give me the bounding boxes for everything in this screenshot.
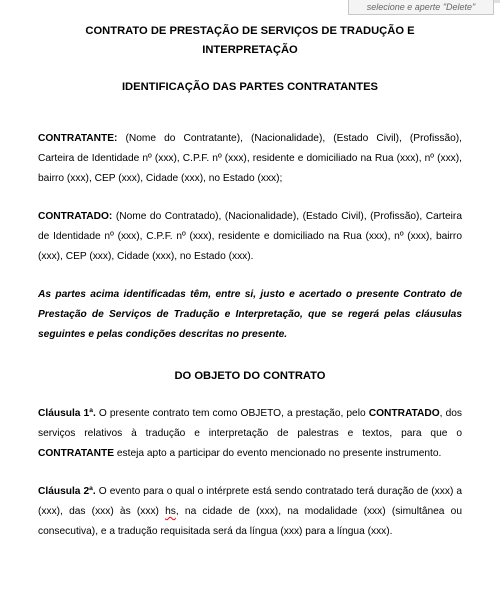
- hint-tooltip: selecione e aperte "Delete": [348, 0, 494, 15]
- contratante-label: CONTRATANTE:: [38, 133, 118, 144]
- contratado-paragraph[interactable]: [38, 207, 462, 267]
- contratado-text: (Nome do Contratado), (Nacionalidade), (Estado Civil), (Profissão), Carteira de Identidade nº (xxx), C.P.F. nº (xxx), residente e domiciliado na Rua (xxx), nº (xxx), bairro (xxx), CEP (xxx), Cidade (xxx), no Estado (xxx).: [38, 211, 462, 262]
- object-heading: DO OBJETO DO CONTRATO: [174, 370, 326, 382]
- clause-1-contratante: CONTRATANTE: [38, 448, 115, 459]
- clause-1-label: Cláusula 1ª.: [38, 408, 96, 419]
- clause-1-paragraph[interactable]: [38, 404, 462, 464]
- parties-heading: IDENTIFICAÇÃO DAS PARTES CONTRATANTES: [121, 81, 379, 93]
- contratante-paragraph[interactable]: [38, 129, 462, 189]
- contratado-label: CONTRATADO:: [38, 211, 113, 222]
- clause-1-text-b: , dos serviços relativos à tradução e interpretação de palestras e textos, para que o: [38, 408, 463, 439]
- spellcheck-flagged-word[interactable]: hs: [165, 506, 176, 517]
- clause-1-text-c: esteja apto a participar do evento mencionado no presente instrumento.: [114, 448, 442, 459]
- clause-1-contratado: CONTRATADO: [368, 408, 440, 419]
- clause-2-paragraph[interactable]: [38, 482, 462, 542]
- document-page[interactable]: [38, 22, 462, 542]
- clause-2-text-b: , na cidade de (xxx), na modalidade (xxx) (simultânea ou consecutiva), e a tradução requisitada será da língua (xxx) para a língua (xxx).: [38, 506, 462, 537]
- contratante-text: (Nome do Contratante), (Nacionalidade), (Estado Civil), (Profissão), Carteira de Identidade nº (xxx), C.P.F. nº (xxx), residente e domiciliado na Rua (xxx), nº (xxx), bairro (xxx), CEP (xxx), Cidade (xxx), no Estado (xxx);: [38, 133, 462, 184]
- document-title: CONTRATO DE PRESTAÇÃO DE SERVIÇOS DE TRADUÇÃO E INTERPRETAÇÃO: [85, 25, 415, 56]
- agreement-paragraph[interactable]: As partes acima identificadas têm, entre si, justo e acertado o presente Contrato de Prestação de Serviços de Tradução e Interpretação, que se regerá pelas cláusulas seguintes e pelas condições descritas no presente.: [38, 289, 462, 340]
- clause-2-text-a: O evento para o qual o intérprete está sendo contratado terá duração de (xxx) a (xxx), das (xxx) às (xxx): [38, 486, 463, 517]
- clause-2-label: Cláusula 2ª.: [38, 486, 96, 497]
- clause-1-text-a: O presente contrato tem como OBJETO, a prestação, pelo: [95, 408, 369, 419]
